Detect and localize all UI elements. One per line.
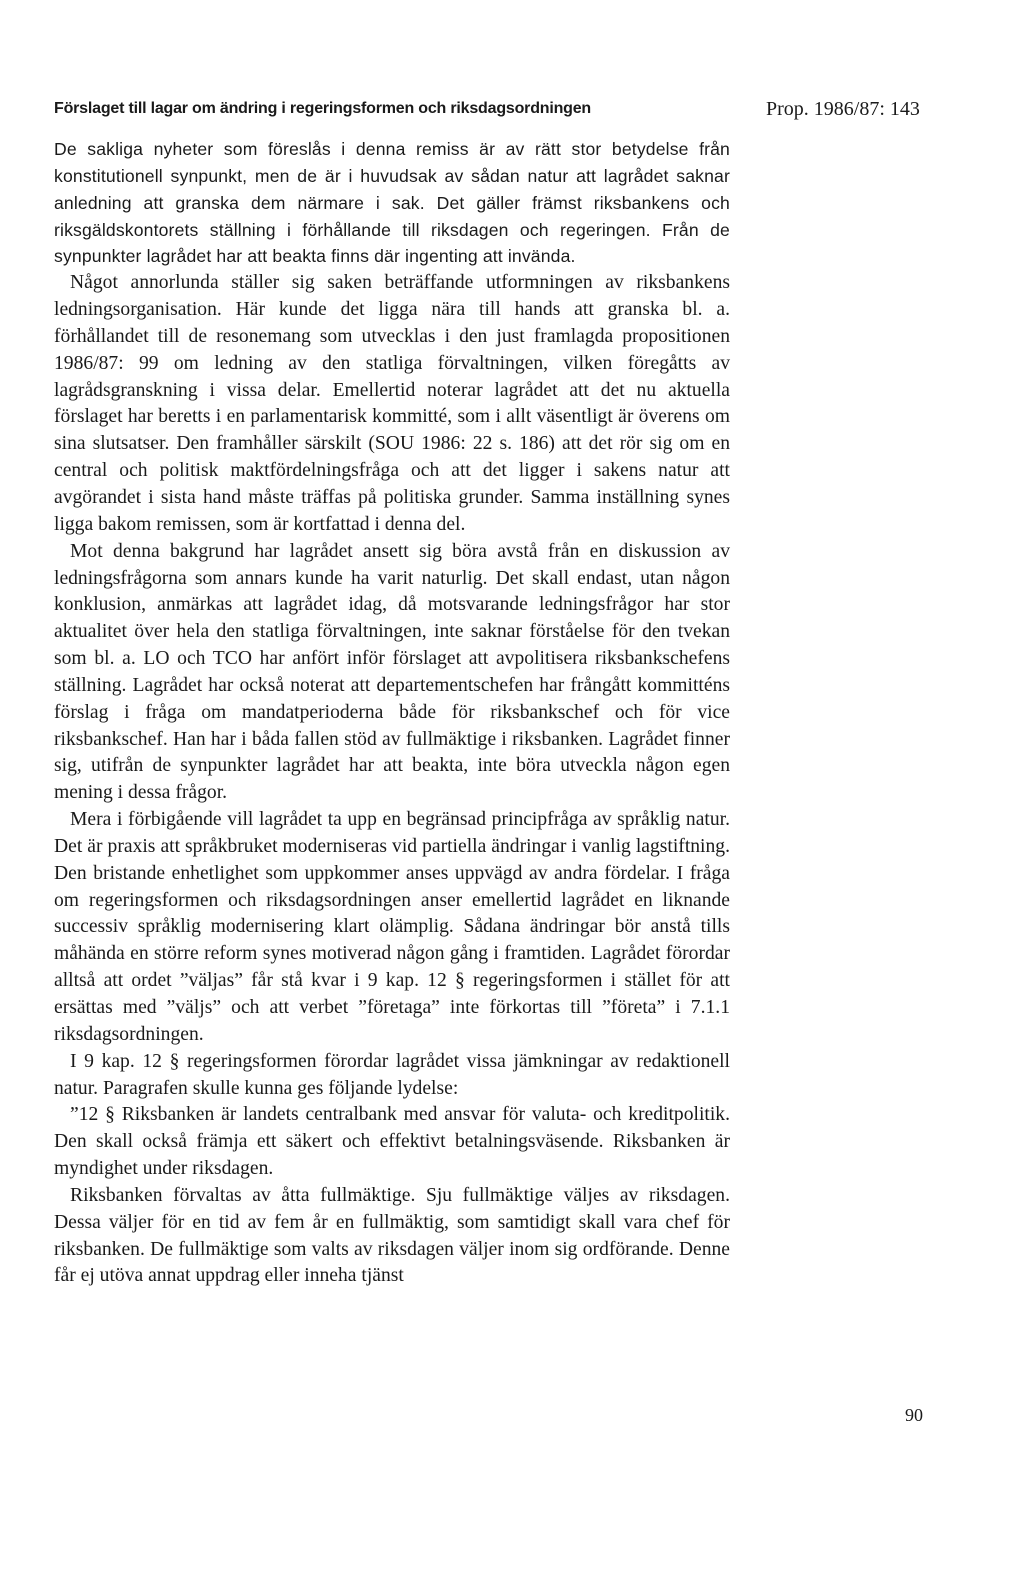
- paragraph-1: De sakliga nyheter som föreslås i denna remiss är av rätt stor betydelse från konstitutionell synpunkt, men de är i huvudsak av sådan natur att lagrådet saknar anledning att granska dem närmare i sak. Det gäller främst riksbankens och riksgäldskontorets ställning i förhållande till riksdagen och regeringen. Från de synpunkter lagrådet har att beakta finns där ingenting att invända.: [54, 139, 730, 267]
- running-head-title: Förslaget till lagar om ändring i regeringsformen och riksdagsordningen: [54, 100, 592, 117]
- paragraph-5: I 9 kap. 12 § regeringsformen förordar lagrådet vissa jämkningar av redaktionell natur. Paragrafen skulle kunna ges följande lydelse:: [54, 1050, 730, 1099]
- page-number: 90: [905, 1405, 923, 1425]
- body-text: [54, 136, 730, 1290]
- paragraph-4: Mera i förbigående vill lagrådet ta upp en begränsad principfråga av språklig natur. Det är praxis att språkbruket moderniseras vid partiella ändringar i vanlig lagstiftning. Den bristande enhetlighet som uppkommer anses uppvägd av andra fördelar. I fråga om regeringsformen och riksdagsordningen anser emellertid lagrådet en liknande successiv språklig modernisering klart olämplig. Sådana ändringar bör anstå tills måhända en större reform synes motiverad någon gång i framtiden. Lagrådet förordar alltså att ordet ”väljas” får stå kvar i 9 kap. 12 § regeringsformen i stället för att ersättas med ”väljs” och att verbet ”företaga” inte förkortas till ”företa” i 7.1.1 riksdagsordningen.: [54, 809, 730, 1045]
- proposition-reference: Prop. 1986/87: 143: [766, 98, 920, 120]
- quoted-paragraph-1: ”12 § Riksbanken är landets centralbank med ansvar för valuta- och kreditpolitik. Den skall också främja ett säkert och effektivt betalningsväsende. Riksbanken är myndighet under riksdagen.: [54, 1104, 730, 1180]
- paragraph-3: Mot denna bakgrund har lagrådet ansett sig böra avstå från en diskussion av ledningsfrågorna som annars kunde ha varit naturlig. Det skall endast, utan någon konklusion, anmärkas att lagrådet idag, då motsvarande ledningsfrågor har stor aktualitet över hela den statliga förvaltningen, inte saknar förståelse för den tvekan som bl. a. LO och TCO har anfört inför förslaget att avpolitisera riksbankschefens ställning. Lagrådet har också noterat att departementschefen har frångått kommitténs förslag i fråga om mandatperioderna både för riksbankschef och för vice riksbankschef. Han har i båda fallen stöd av fullmäktige i riksbanken. Lagrådet finner sig, utifrån de synpunkter lagrådet har att beakta, inte böra utveckla någon egen mening i dessa frågor.: [54, 540, 730, 804]
- quoted-paragraph-2: Riksbanken förvaltas av åtta fullmäktige. Sju fullmäktige väljes av riksdagen. Dessa väljer för en tid av fem år en fullmäktig, som samtidigt skall vara chef för riksbanken. De fullmäktige som valts av riksdagen väljer inom sig ordförande. Denne får ej utöva annat uppdrag eller inneha tjänst: [54, 1184, 730, 1287]
- paragraph-2: Något annorlunda ställer sig saken beträffande utformningen av riksbankens ledningsorganisation. Här kunde det ligga nära till hands att granska bl. a. förhållandet till de resonemang som utvecklas i den just framlagda propositionen 1986/87: 99 om ledning av den statliga förvaltningen, vilken föregåtts av lagrådsgranskning i vissa delar. Emellertid noterar lagrådet att det nu aktuella förslaget har beretts i en parlamentarisk kommitté, som i allt väsentligt är överens om sina slutsatser. Den framhåller särskilt (SOU 1986: 22 s. 186) att det rör sig om en central och politisk maktfördelningsfråga och att det ligger i sakens natur att avgörandet i sista hand måste träffas på politiska grunder. Samma inställning synes ligga bakom remissen, som är kortfattad i denna del.: [54, 272, 730, 535]
